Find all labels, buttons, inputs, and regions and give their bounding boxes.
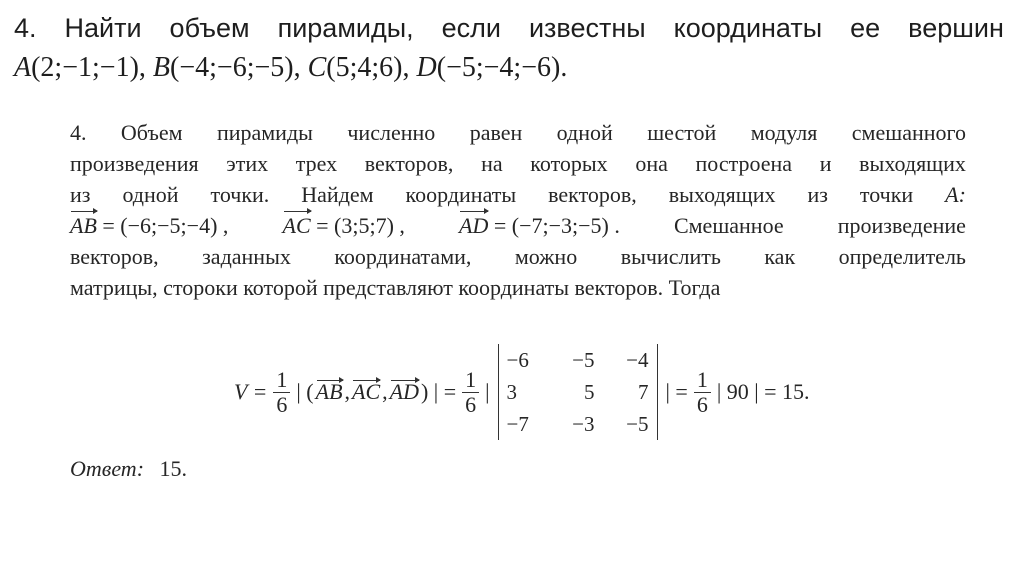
abs-bar-equals: | = (665, 379, 688, 404)
solution-word: Смешанное (673, 213, 784, 238)
solution-line-vectors (70, 210, 966, 241)
solution-line-3 (70, 179, 966, 210)
solution-word: шестой (647, 120, 717, 145)
solution-word: модуля (750, 120, 818, 145)
fraction-one-sixth: $\frac{1}{6}$ (273, 368, 290, 417)
solution-word: выходящих (859, 151, 966, 176)
vector-ab: AB (315, 379, 343, 404)
vertex-c: C(5;4;6), (307, 52, 410, 83)
problem-word: координаты (673, 13, 823, 43)
solution-word: численно (347, 120, 436, 145)
solution-word: этих (226, 151, 269, 176)
matrix-cell: −5 (626, 411, 649, 436)
problem-statement (14, 8, 1004, 88)
solution-line-2 (70, 148, 966, 179)
solution-word: равен (469, 120, 523, 145)
formula-result: | 90 | = 15. (716, 379, 810, 404)
solution-word: координаты (405, 182, 517, 207)
matrix-cell: 5 (584, 379, 595, 404)
solution-word: как (764, 244, 796, 269)
problem-number: 4. (14, 13, 37, 43)
solution-word: построена (695, 151, 793, 176)
vector-ad: AD (389, 379, 419, 404)
solution-word: из (70, 182, 91, 207)
mixed-product-open: | ( (296, 379, 314, 404)
solution-word: она (635, 151, 668, 176)
solution-word: точки. (210, 182, 270, 207)
fraction-one-sixth-3: $\frac{1}{6}$ (694, 368, 711, 417)
solution-number: 4. (70, 120, 87, 145)
problem-vertices (14, 48, 1004, 88)
matrix-row (501, 344, 655, 376)
solution-word: которых (530, 151, 608, 176)
volume-formula: V = $\frac{1}{6}$ | ( AB , AC , AD ) | = $\frac{1}{6}$ | −6 −5 −4 3 5 7 −7 −3 −5 | = $\frac{1}{6}$ | 90 | = 15. (232, 340, 812, 444)
matrix-cell: 3 (506, 379, 518, 404)
solution-line-6: матрицы, стороки которой представляют координаты векторов. Тогда (70, 275, 721, 300)
solution-word: на (481, 151, 503, 176)
problem-word: пирамиды, (277, 13, 414, 43)
problem-line-1 (14, 8, 1004, 48)
solution-line-5 (70, 241, 966, 272)
solution-word: можно (514, 244, 578, 269)
solution-word: векторов, (364, 151, 454, 176)
solution-word: смешанного (851, 120, 966, 145)
vertex-b: B(−4;−6;−5), (152, 52, 301, 83)
solution-word: трех (295, 151, 338, 176)
answer (70, 456, 187, 482)
problem-word: известны (528, 13, 646, 43)
vertex-a: A(2;−1;−1), (14, 52, 146, 83)
vertex-d: D(−5;−4;−6). (416, 52, 568, 83)
matrix-cell: 7 (638, 379, 649, 404)
solution-line-1 (70, 117, 966, 148)
matrix-row (501, 408, 655, 440)
matrix-cell: −6 (506, 347, 529, 372)
vector-ac: AC (352, 379, 381, 404)
solution-word: произведения (70, 151, 199, 176)
solution-word: Объем (120, 120, 183, 145)
fraction-one-sixth-2: $\frac{1}{6}$ (462, 368, 479, 417)
solution-word: векторов, (70, 244, 159, 269)
solution-word: из (807, 182, 828, 207)
problem-word: объем (169, 13, 250, 43)
solution-word: пирамиды (216, 120, 313, 145)
matrix-cell: −4 (626, 347, 649, 372)
solution-word: определитель (838, 244, 966, 269)
determinant-matrix (498, 344, 658, 440)
mixed-product-close: ) | = (420, 379, 457, 404)
abs-bar: | (485, 379, 490, 404)
solution-word: произведение (837, 213, 966, 238)
solution-word: точки (859, 182, 914, 207)
solution-word: координатами, (334, 244, 472, 269)
point-a-label: A: (945, 182, 966, 207)
formula-lhs: V = (234, 379, 268, 404)
vector-ac-expr: AC = (3;5;7) , (283, 210, 405, 241)
matrix-cell: −7 (506, 411, 529, 436)
solution-word: одной (122, 182, 179, 207)
solution-word: заданных (202, 244, 291, 269)
solution-word: Найдем (301, 182, 374, 207)
solution-text (70, 117, 966, 303)
answer-value: 15. (159, 456, 188, 481)
problem-word: если (441, 13, 501, 43)
solution-word: выходящих (668, 182, 776, 207)
problem-word: ее (850, 13, 881, 43)
vector-ad-expr: AD = (−7;−3;−5) . (459, 210, 620, 241)
vector-ab-expr: AB = (−6;−5;−4) , (70, 210, 228, 241)
solution-word: одной (556, 120, 613, 145)
solution-word: вычислить (620, 244, 721, 269)
problem-word: Найти (64, 13, 142, 43)
matrix-cell: −3 (572, 411, 595, 436)
problem-word: вершин (908, 13, 1004, 43)
matrix-row (501, 376, 655, 408)
matrix-cell: −5 (572, 347, 595, 372)
answer-label: Ответ: (70, 456, 145, 481)
solution-word: и (819, 151, 832, 176)
solution-word: векторов, (548, 182, 637, 207)
